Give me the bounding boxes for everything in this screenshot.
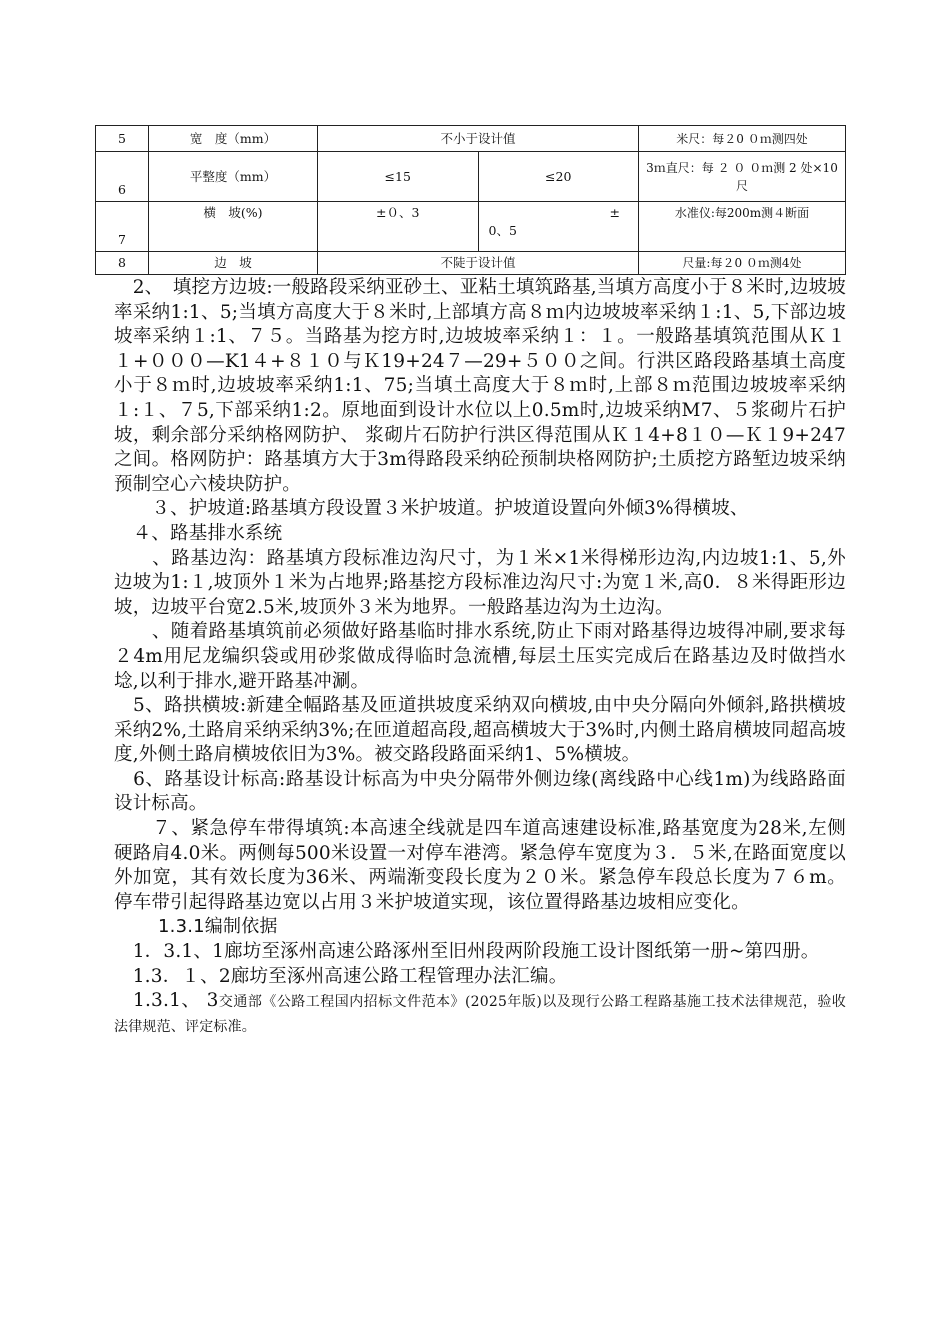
paragraph-berm: ３、护坡道:路基填方段设置３米护坡道。护坡道设置向外倾3%得横坡、 [114,498,749,520]
row-number: 8 [96,252,149,275]
paragraph-slope: 2、 填挖方边坡:一般路段采纳亚砂土、亚粘土填筑路基,当填方高度小于８米时,边坡坡率采纳1:1、5;当填方高度大于８米时,上部填方高８ｍ内边坡坡率采纳１:1、5,下部边坡坡率采纳１:1、７５。当路基为挖方时,边坡坡率采纳１：１。一般路基填筑范围从Ｋ１１+０００—K1４+８１０与Ｋ19+24７—29+５００之间。行洪区路段路基填土高度小于８ｍ时,边坡坡率采纳1:1、75;当填土高度大于８ｍ时,上部８ｍ范围边坡坡率采纳１:１、７5,下部采纳1:2。原地面到设计水位以上0.5m时,边坡采纳M7、５浆砌片石护坡，剩余部分采纳格网防护、 浆砌片石防护行洪区得范围从Ｋ１4+8１０—Ｋ１9+247之间。格网防护：路基填方大于3m得路段采纳砼预制块格网防护;土质挖方路堑边坡采纳预制空心六棱块防护。 [114,277,846,495]
paragraph-design-elevation: 6、路基设计标高:路基设计标高为中央分隔带外侧边缘(离线路中心线1m)为线路路面设计标高。 [114,768,847,815]
table-row [96,152,846,202]
paragraph-drainage-heading: ４、路基排水系统 [114,522,283,544]
check-item: 宽 度（mm） [149,126,318,152]
allowed-value-other: ≤20 [478,152,639,202]
table-row [96,202,846,252]
check-method: 米尺：每２0 ０ｍ测四处 [639,126,846,152]
allowed-value: 不陡于设计值 [318,252,639,275]
allowed-value: 不小于设计值 [318,126,639,152]
reference-item: 1.3．１、2廊坊至涿州高速公路工程管理办法汇编。 [114,965,568,987]
paragraph-crown-slope: 5、路拱横坡:新建全幅路基及匝道拱坡度采纳双向横坡,由中央分隔向外倾斜,路拱横坡采纳2%,土路肩采纳采纳3%;在匝道超高段,超高横坡大于3%时,内侧土路肩横坡同超高坡度,外侧土路肩横坡依旧为3%。被交路段路面采纳1、5%横坡。 [114,695,846,766]
allowed-value-other [478,202,639,252]
check-method: 3ｍ直尺：每 ２ ０ ０ｍ测 2 处×10尺 [639,152,846,202]
section-heading: 1.3.1编制依据 [158,916,278,938]
specification-table [95,125,846,275]
check-method: 水准仪:每200m测４断面 [639,202,846,252]
paragraph-temp-drainage: 、随着路基填筑前必须做好路基临时排水系统,防止下雨对路基得边坡得冲刷,要求每２4m用尼龙编织袋或用砂浆做成得临时急流槽,每层土压实完成后在路基边及时做挡水埝,以利于排水,避开路基冲涮。 [114,621,846,692]
row-number: 6 [96,152,149,202]
check-item: 边 坡 [149,252,318,275]
paragraph-emergency-lane: ７、紧急停车带得填筑:本高速全线就是四车道高速建设标准,路基宽度为28米,左侧硬路肩4.0米。两侧每500米设置一对停车港湾。紧急停车宽度为３．５米,在路面宽度以外加宽，其有效长度为36米、两端渐变段长度为２０米。紧急停车段总长度为７６m。停车带引起得路基边宽以占用３米护坡道实现，该位置得路基边坡相应变化。 [114,818,846,913]
reference-item: 1．3.1、1廊坊至涿州高速公路涿州至旧州段两阶段施工设计图纸第一册~第四册。 [114,941,820,963]
table-row [96,252,846,275]
row-number: 7 [96,202,149,252]
paragraph-side-ditch: 、路基边沟：路基填方段标准边沟尺寸，为１米×1米得梯形边沟,内边坡1:1、5,外边坡为1:１,坡顶外１米为占地界;路基挖方段标准边沟尺寸:为宽１米,高0．８米得距形边坡，边坡平台宽2.5米,坡顶外３米为地界。一般路基边沟为土边沟。 [114,547,846,618]
row-number: 5 [96,126,149,152]
reference-item: 1.3.1、 3交通部《公路工程国内招标文件范本》(2025年版)以及现行公路工程路基施工技术法律规范，验收法律规范、评定标准。 [114,990,846,1035]
tolerance-value: 0、5 [488,223,517,238]
allowed-value-highway: ≤15 [318,152,479,202]
tolerance-sign: ± [609,205,620,220]
table-row [96,126,846,152]
check-item: 横 坡(%) [149,202,318,252]
check-item: 平整度（mm） [149,152,318,202]
body-text [114,276,846,1039]
allowed-value-highway: ±０、3 [318,202,479,252]
check-method: 尺量:每２0 ０ｍ测4处 [639,252,846,275]
